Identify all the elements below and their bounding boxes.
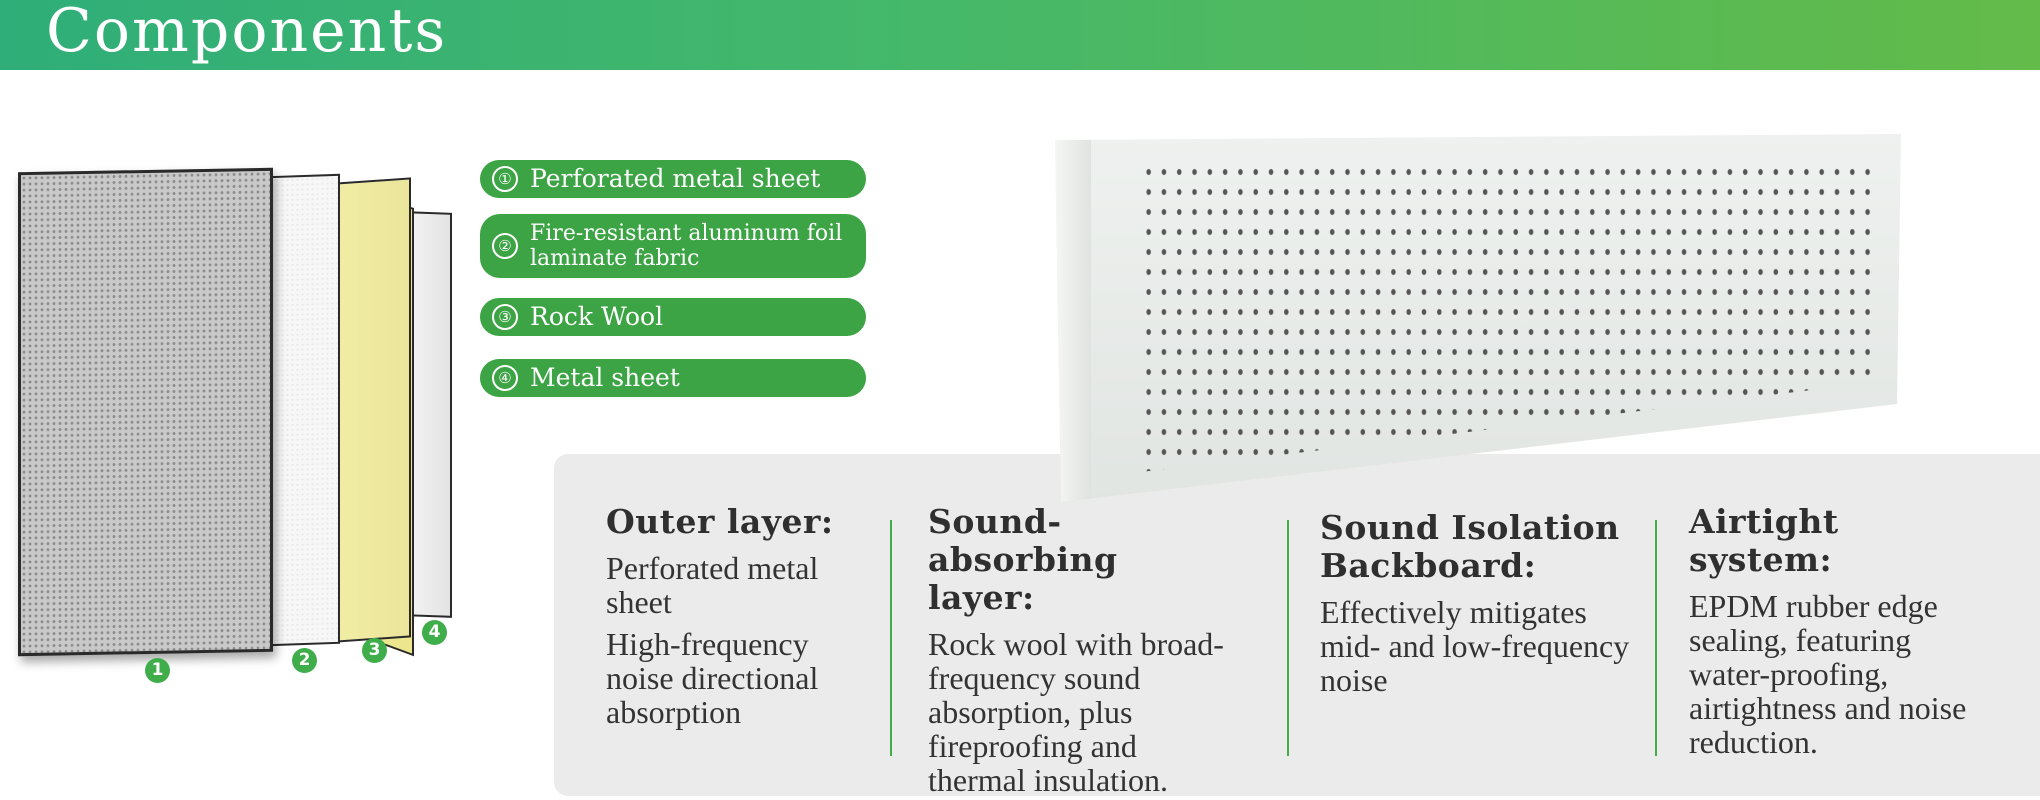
legend-item-metal-sheet bbox=[480, 359, 866, 397]
info-text: Effectively mitigates mid- and low-frequency noise bbox=[1320, 594, 1630, 698]
legend-item-perforated-metal-sheet bbox=[480, 160, 866, 198]
column-divider bbox=[1287, 520, 1289, 756]
panel-edge bbox=[1055, 140, 1091, 502]
page-title: Components bbox=[46, 0, 448, 66]
legend-item-rock-wool bbox=[480, 298, 866, 336]
info-title: Outer layer: bbox=[606, 502, 834, 541]
layer-stack-illustration bbox=[0, 150, 470, 690]
layer-number-2: 2 bbox=[292, 648, 317, 673]
legend-label: Perforated metal sheet bbox=[530, 164, 821, 193]
info-column-airtight bbox=[1689, 503, 1989, 759]
legend-number: ① bbox=[492, 166, 518, 192]
layer-number-1: 1 bbox=[145, 658, 170, 683]
perforated-panel-image bbox=[1055, 134, 1905, 504]
layer-number-3: 3 bbox=[362, 638, 387, 663]
info-text: Rock wool with broad-frequency sound absorption, plus fireproofing and thermal insulation. bbox=[928, 626, 1224, 798]
rock-wool-layer bbox=[335, 177, 411, 642]
component-info-panel bbox=[554, 454, 2040, 796]
legend-label: Fire-resistant aluminum foil laminate fabric bbox=[530, 221, 843, 271]
legend-label: Rock Wool bbox=[530, 302, 664, 331]
info-column-sound-isolation bbox=[1320, 509, 1640, 697]
info-title: Sound Isolation Backboard: bbox=[1320, 508, 1620, 585]
legend-number: ③ bbox=[492, 304, 518, 330]
column-divider bbox=[890, 520, 892, 756]
legend-item-aluminum-foil-fabric bbox=[480, 214, 866, 278]
info-text: High-frequency noise directional absorption bbox=[606, 626, 819, 730]
column-divider bbox=[1655, 520, 1657, 756]
info-text: Perforated metal sheet bbox=[606, 550, 819, 620]
perforated-sheet-layer bbox=[18, 168, 273, 656]
info-column-outer-layer bbox=[606, 503, 866, 729]
info-column-sound-absorbing bbox=[928, 503, 1228, 797]
legend-label: Metal sheet bbox=[530, 363, 680, 392]
legend-number: ② bbox=[492, 233, 518, 259]
foil-fabric-layer bbox=[268, 174, 340, 647]
info-title: Sound-absorbing layer: bbox=[928, 502, 1118, 617]
panel-perforations bbox=[1141, 162, 1877, 472]
info-text: EPDM rubber edge sealing, featuring water-proofing, airtightness and noise reduction. bbox=[1689, 588, 1967, 760]
header-banner bbox=[0, 0, 2040, 70]
info-title: Airtight system: bbox=[1689, 502, 1839, 579]
legend-number: ④ bbox=[492, 365, 518, 391]
layer-number-4: 4 bbox=[422, 620, 447, 645]
